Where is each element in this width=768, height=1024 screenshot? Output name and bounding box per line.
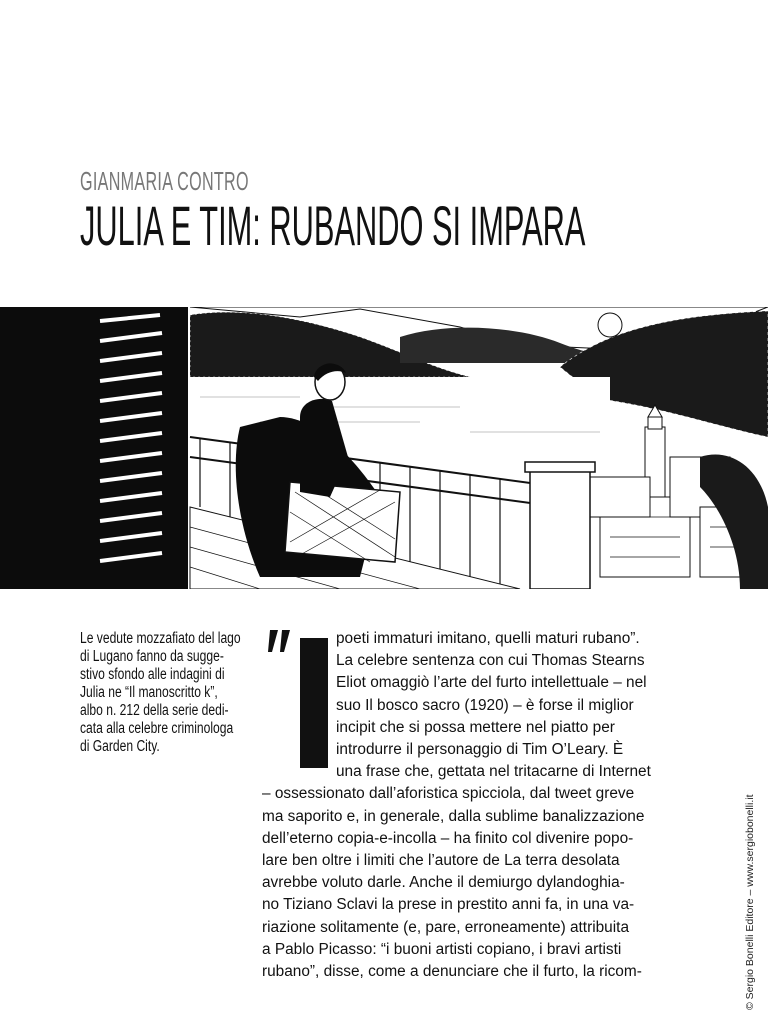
caption-line: Julia ne “Il manoscritto k”, xyxy=(80,684,218,701)
article-line: introdurre il personaggio di Tim O’Leary. È xyxy=(336,741,624,759)
article-line: incipit che si possa mettere nel piatto per xyxy=(336,718,615,736)
caption-line: cata alla celebre criminologa xyxy=(80,720,234,737)
page-title: JULIA E TIM: RUBANDO SI IMPARA xyxy=(80,194,586,257)
caption-line: di Garden City. xyxy=(80,738,160,755)
comic-illustration xyxy=(0,307,768,589)
caption-line: di Lugano fanno da sugge- xyxy=(80,648,224,665)
article-line: rubano”, disse, come a denunciare che il furto, la ricom- xyxy=(262,963,642,981)
caption-line: stivo sfondo alle indagini di xyxy=(80,666,225,683)
article-body xyxy=(262,628,740,983)
article-line: poeti immaturi imitano, quelli maturi rubano”. xyxy=(336,630,640,647)
caption-line: Le vedute mozzafiato del lago xyxy=(80,630,241,647)
article-line: – ossessionato dall’aforistica spicciola, dal tweet greve xyxy=(262,785,635,803)
article-line: riazione solitamente (e, pare, erroneamente) attribuita xyxy=(262,918,630,936)
article-line: avrebbe voluto darle. Anche il demiurgo dylandoghia- xyxy=(262,874,625,892)
copyright-credit: © Sergio Bonelli Editore – www.sergiobonelli.it xyxy=(744,794,756,1010)
article-line: Eliot omaggiò l’arte del furto intellettuale – nel xyxy=(336,674,647,692)
article-line: una frase che, gettata nel tritacarne di Internet xyxy=(336,763,651,781)
article-line: suo Il bosco sacro (1920) – è forse il miglior xyxy=(336,696,634,714)
article-line: a Pablo Picasso: “i buoni artisti copiano, i bravi artisti xyxy=(262,940,622,958)
article-line: no Tiziano Sclavi la prese in prestito anni fa, in una va- xyxy=(262,896,635,914)
image-caption xyxy=(80,630,275,756)
kicker: GIANMARIA CONTRO xyxy=(80,166,249,196)
article-line: dell’eterno copia-e-incolla – ha finito col divenire popo- xyxy=(262,829,634,847)
article-line: La celebre sentenza con cui Thomas Stearns xyxy=(336,652,645,670)
article-line: ma saporito e, in generale, dalla sublime banalizzazione xyxy=(262,807,645,825)
caption-line: albo n. 212 della serie dedi- xyxy=(80,702,229,719)
article-line: lare ben oltre i limiti che l’autore de La terra desolata xyxy=(262,852,620,870)
